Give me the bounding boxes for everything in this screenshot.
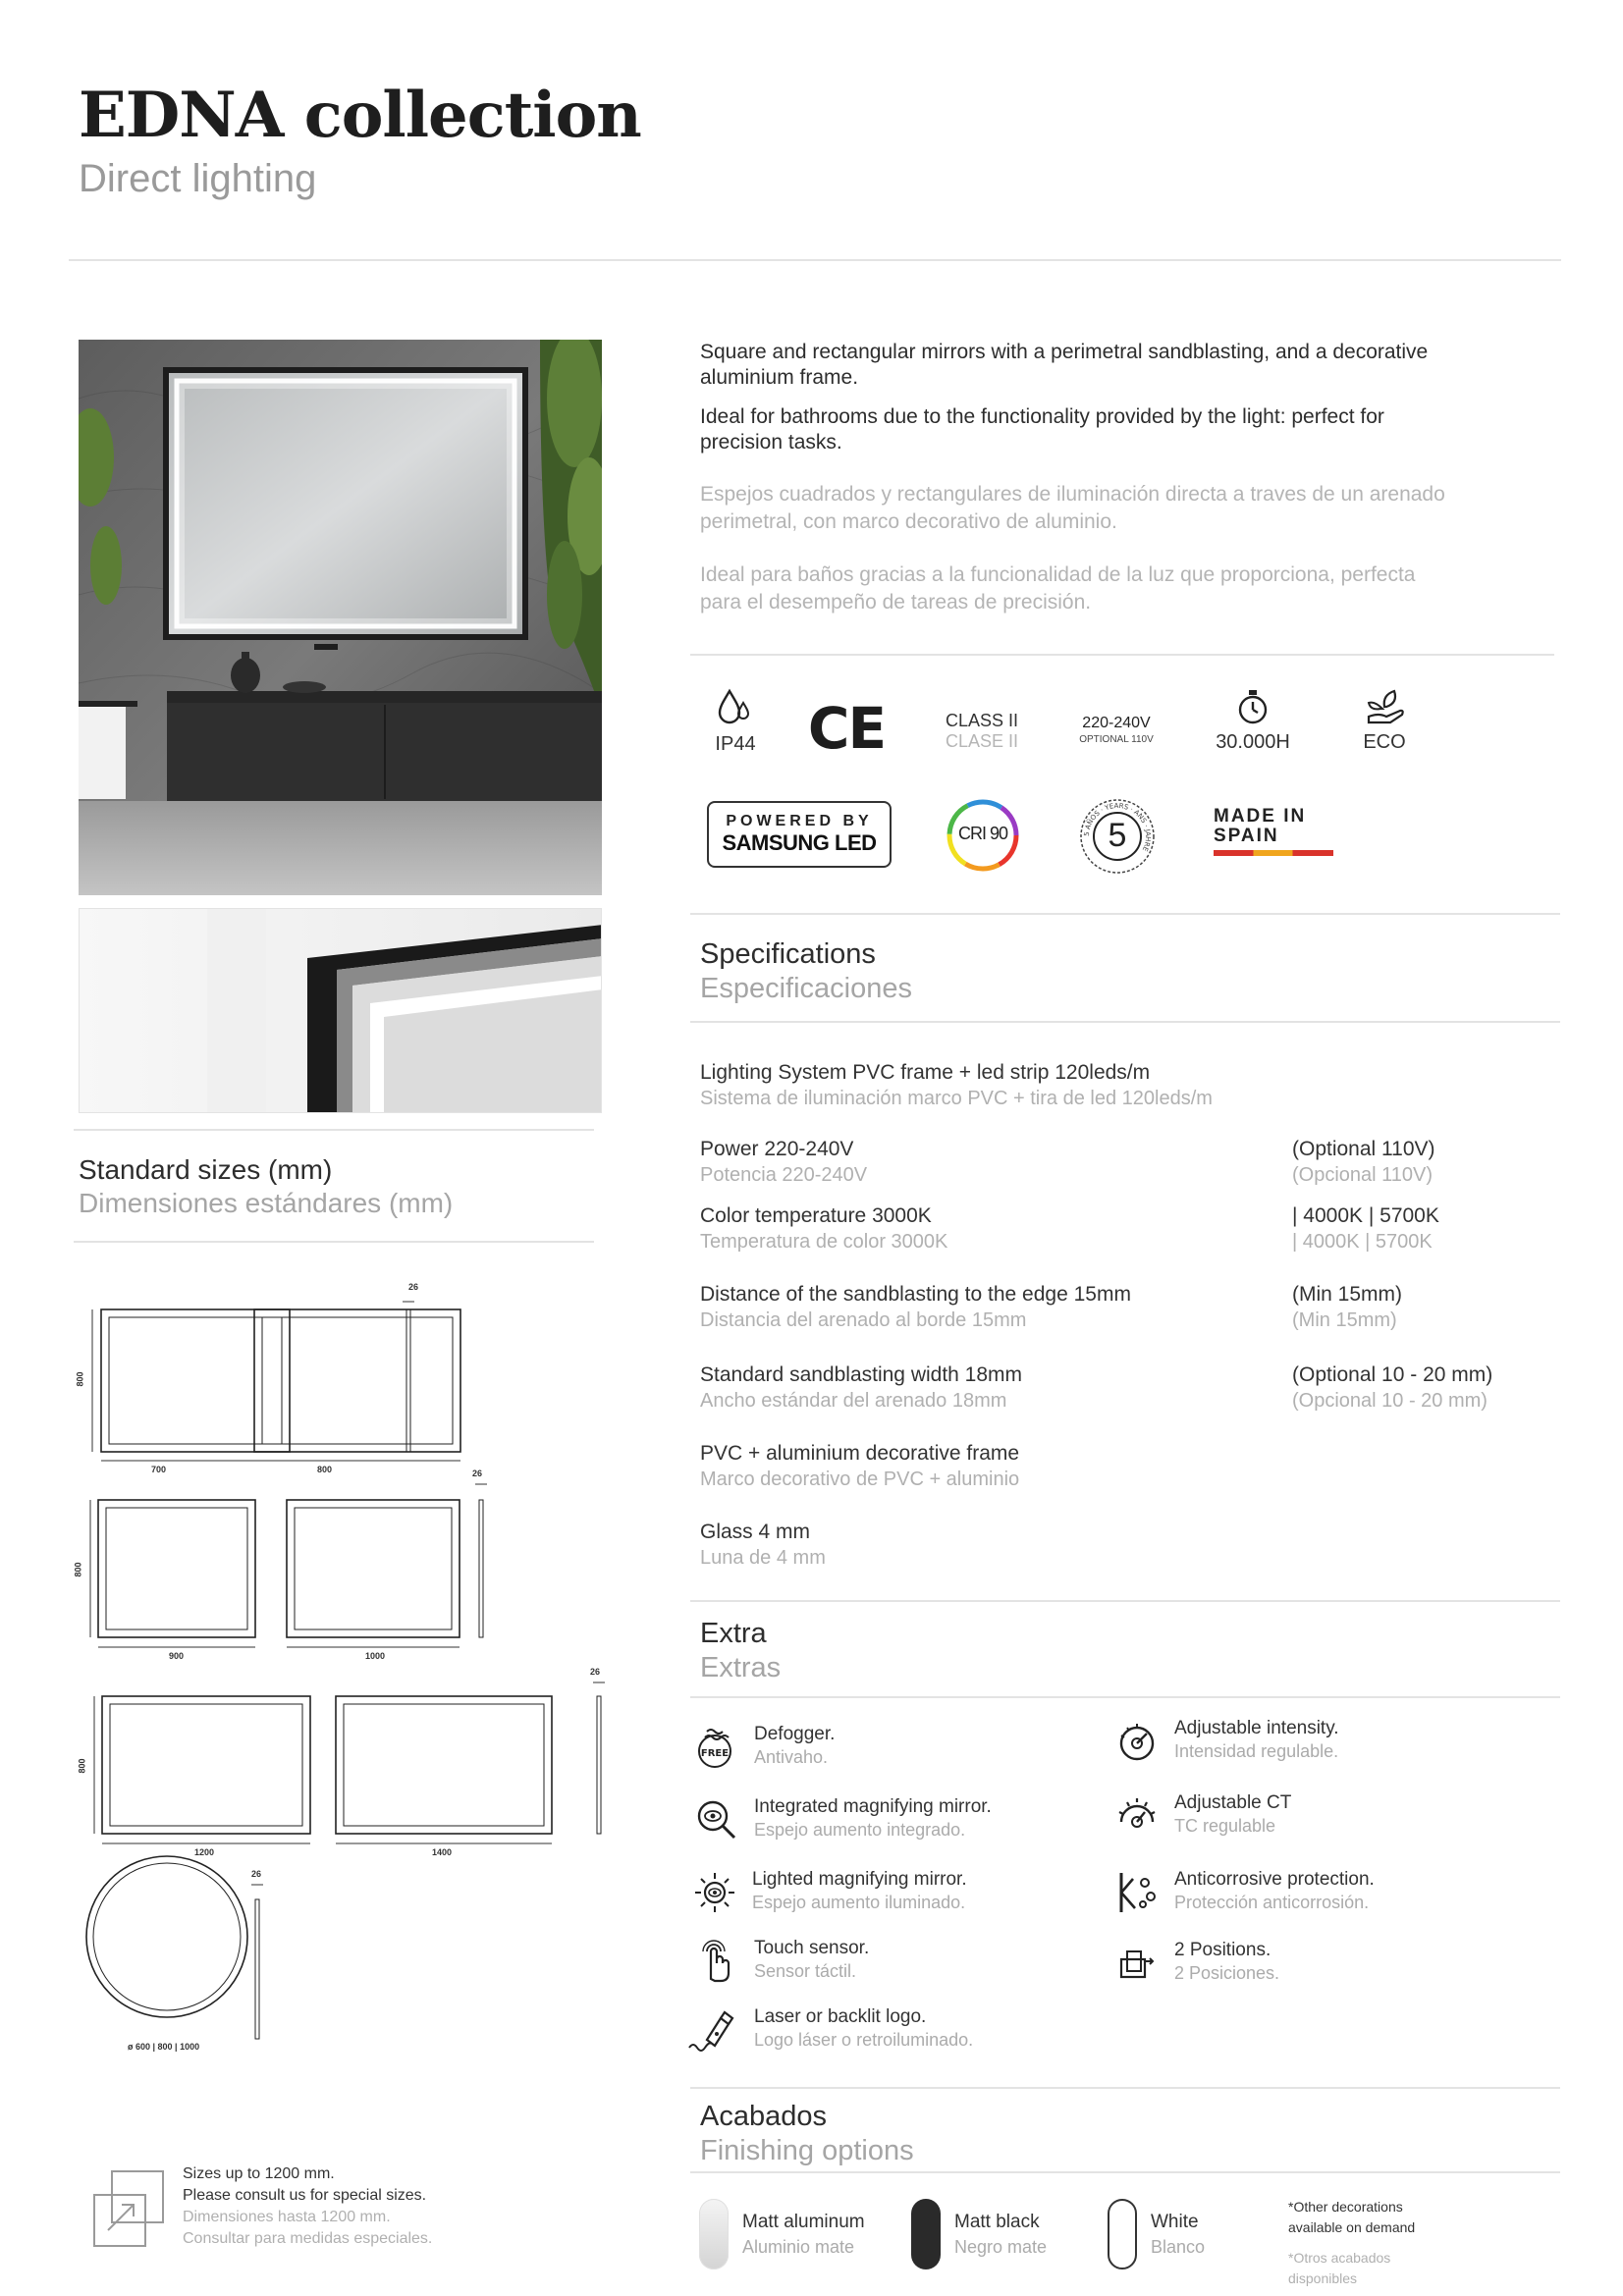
width-label-1400: 1400 (432, 1847, 453, 1857)
header-divider (69, 259, 1561, 261)
width-label-700: 700 (151, 1465, 167, 1474)
ip44-label: IP44 (715, 733, 756, 755)
finish-matt-black (911, 2199, 1047, 2269)
color-temperature-dial-icon (1113, 1792, 1161, 1840)
finishes-divider-bottom (690, 2171, 1560, 2173)
extra-lighted-magnifier-en: Lighted magnifying mirror. (752, 1869, 967, 1890)
voltage-badge (1062, 715, 1170, 745)
description-es-2: Ideal para baños gracias a la funcionalidad de la luz que proporciona, perfecta para el desempeño de tareas de precisión. (700, 563, 1416, 614)
extra-adjustable-intensity-es: Intensidad regulable. (1174, 1741, 1339, 1761)
class-ii-en: CLASS II (945, 711, 1019, 730)
specifications-heading (700, 938, 912, 1005)
spec-width-opt-en: (Optional 10 - 20 mm) (1292, 1363, 1493, 1386)
other-decorations-note (1288, 2197, 1445, 2289)
spec-distance (700, 1282, 1131, 1333)
finish-white-en: White (1151, 2211, 1199, 2232)
lifetime-label: 30.000H (1216, 731, 1290, 753)
depth-label-round: 26 (251, 1869, 262, 1879)
eco-badge (1345, 687, 1424, 754)
spec-width-opt-es: (Opcional 10 - 20 mm) (1292, 1390, 1488, 1412)
extra-defogger (693, 1724, 835, 1771)
depth-label-row3: 26 (590, 1667, 601, 1677)
spec-distance-optional (1292, 1282, 1402, 1333)
extras-divider-top (690, 1600, 1560, 1602)
cri-label: CRI 90 (957, 824, 1008, 843)
special-sizes-note (183, 2163, 432, 2250)
extra-adjustable-ct-es: TC regulable (1174, 1816, 1276, 1836)
spec-frame (700, 1441, 1019, 1492)
finishes-title-es: Acabados (700, 2101, 827, 2132)
spec-power-en: Power 220-240V (700, 1138, 854, 1160)
extra-two-positions (1113, 1940, 1279, 1987)
spec-lighting-es: Sistema de iluminación marco PVC + tira de led 120leds/m (700, 1088, 1213, 1109)
finish-aluminum-es: Aluminio mate (742, 2236, 855, 2257)
extras-divider-bottom (690, 1696, 1560, 1698)
extra-lighted-magnifier-es: Espejo aumento iluminado. (752, 1893, 966, 1912)
spec-frame-en: PVC + aluminium decorative frame (700, 1442, 1020, 1465)
spec-lighting (700, 1060, 1213, 1111)
sizes-note-es-1: Dimensiones hasta 1200 mm. (183, 2209, 391, 2225)
extra-touch-sensor-en: Touch sensor. (754, 1938, 870, 1958)
extra-adjustable-intensity-en: Adjustable intensity. (1174, 1718, 1339, 1738)
spec-color-temp-optional (1292, 1203, 1439, 1255)
water-drops-icon (716, 687, 755, 728)
extra-anticorrosive-en: Anticorrosive protection. (1174, 1869, 1375, 1890)
size-diagrams (69, 1276, 619, 2061)
spain-flag-bar (1214, 850, 1333, 856)
pen-logo-icon (687, 2006, 734, 2054)
height-label-row1: 800 (75, 1371, 85, 1387)
extra-lighted-magnifier (691, 1869, 967, 1916)
extra-defogger-en: Defogger. (754, 1724, 836, 1744)
spec-color-opt-en: | 4000K | 5700K (1292, 1204, 1439, 1227)
sizes-title-en: Standard sizes (mm) (79, 1154, 333, 1185)
specifications-divider (690, 1021, 1560, 1023)
spec-power-es: Potencia 220-240V (700, 1164, 868, 1186)
lighted-magnifier-icon (691, 1869, 738, 1916)
eco-leaf-hand-icon (1361, 687, 1408, 726)
width-label-900: 900 (169, 1651, 185, 1661)
extra-laser-logo-en: Laser or backlit logo. (754, 2006, 927, 2027)
eco-label: ECO (1363, 731, 1406, 753)
finish-white (1108, 2199, 1205, 2269)
made-in-spain-badge (1214, 807, 1351, 856)
finish-white-es: Blanco (1151, 2236, 1206, 2257)
description-es-1: Espejos cuadrados y rectangulares de iluminación directa a traves de un arenado perimetral, con marco decorativo de aluminio. (700, 483, 1445, 533)
specifications-title-es: Especificaciones (700, 973, 912, 1004)
finishes-divider-top (690, 2087, 1560, 2089)
extra-integrated-magnifier-es: Espejo aumento integrado. (754, 1820, 966, 1840)
warranty-ring-text: 5 AÑOS · YEARS · ANS · JAHRE (1082, 801, 1153, 853)
stopwatch-icon (1235, 687, 1271, 726)
ip44-badge (701, 687, 770, 756)
cri90-badge (945, 797, 1021, 874)
lifetime-badge (1204, 687, 1302, 754)
two-positions-icon (1113, 1940, 1161, 1987)
warranty-badge (1078, 797, 1157, 876)
spec-sandblasting-width-optional (1292, 1362, 1492, 1414)
height-label-row2: 800 (73, 1562, 83, 1577)
extra-integrated-magnifier-en: Integrated magnifying mirror. (754, 1796, 992, 1817)
extra-adjustable-intensity (1113, 1718, 1339, 1765)
sizes-divider-bottom (74, 1241, 594, 1243)
depth-label-row1: 26 (408, 1282, 419, 1292)
magnifier-icon (693, 1796, 740, 1843)
spec-color-en: Color temperature 3000K (700, 1204, 932, 1227)
spec-power-optional (1292, 1137, 1435, 1188)
extra-touch-sensor-es: Sensor táctil. (754, 1961, 857, 1981)
extra-touch-sensor (693, 1938, 869, 1985)
extra-integrated-magnifier (693, 1796, 992, 1843)
spec-power-opt-en: (Optional 110V) (1292, 1138, 1435, 1160)
touch-hand-icon (693, 1938, 740, 1985)
finishes-heading (700, 2101, 914, 2167)
spec-glass-en: Glass 4 mm (700, 1521, 811, 1543)
product-photo-bathroom (79, 340, 602, 895)
spec-color-es: Temperatura de color 3000K (700, 1231, 948, 1253)
samsung-led-label: SAMSUNG LED (722, 830, 877, 855)
extra-adjustable-ct (1113, 1792, 1291, 1840)
sizes-title-es: Dimensiones estándares (mm) (79, 1188, 454, 1218)
spec-width-es: Ancho estándar del arenado 18mm (700, 1390, 1007, 1412)
spec-frame-es: Marco decorativo de PVC + aluminio (700, 1468, 1020, 1490)
spec-color-temp (700, 1203, 947, 1255)
made-in-label: MADE IN (1214, 806, 1307, 827)
extras-title-es: Extras (700, 1652, 782, 1683)
extra-defogger-es: Antivaho. (754, 1747, 829, 1767)
spec-power-opt-es: (Opcional 110V) (1292, 1164, 1434, 1186)
finish-black-es: Negro mate (954, 2236, 1048, 2257)
page-subtitle: Direct lighting (79, 157, 317, 200)
extra-two-positions-es: 2 Posiciones. (1174, 1963, 1280, 1983)
sizes-divider-top (74, 1129, 594, 1131)
extra-laser-logo-es: Logo láser o retroiluminado. (754, 2030, 974, 2050)
extra-anticorrosive (1113, 1869, 1375, 1916)
badges-divider (690, 913, 1560, 915)
finish-black-en: Matt black (954, 2211, 1040, 2232)
defogger-icon (693, 1724, 740, 1771)
standard-sizes-heading (79, 1154, 453, 1219)
finish-aluminum-en: Matt aluminum (742, 2211, 865, 2232)
warranty-years: 5 (1108, 817, 1127, 854)
description-en-2: Ideal for bathrooms due to the functionality provided by the light: perfect for precision tasks. (700, 405, 1384, 454)
height-label-row3: 800 (77, 1758, 87, 1774)
depth-label-row2: 26 (472, 1468, 483, 1478)
other-decorations-en: *Other decorations available on demand (1288, 2199, 1416, 2235)
width-label-1200: 1200 (194, 1847, 215, 1857)
product-photo-detail (79, 908, 602, 1113)
extras-heading (700, 1618, 781, 1684)
anticorrosion-icon (1113, 1869, 1161, 1916)
width-label-800: 800 (317, 1465, 333, 1474)
voltage-label: 220-240V (1082, 715, 1151, 731)
spec-lighting-en: Lighting System PVC frame + led strip 120leds/m (700, 1061, 1151, 1084)
spec-width-en: Standard sandblasting width 18mm (700, 1363, 1023, 1386)
spec-distance-opt-es: (Min 15mm) (1292, 1309, 1397, 1331)
spec-glass-es: Luna de 4 mm (700, 1547, 826, 1569)
description-divider (690, 654, 1554, 656)
special-sizes-icon (90, 2169, 169, 2248)
spec-power (700, 1137, 867, 1188)
samsung-powered-by: POWERED BY (726, 813, 873, 829)
class-ii-es: CLASE II (945, 731, 1019, 751)
ce-mark: CE (807, 695, 886, 762)
spec-glass (700, 1520, 826, 1571)
finishes-title-en: Finishing options (700, 2135, 914, 2166)
description-en-1: Square and rectangular mirrors with a perimetral sandblasting, and a decorative aluminium frame. (700, 341, 1429, 389)
defogger-free-label: FREE (700, 1748, 730, 1759)
swatch-white (1108, 2199, 1137, 2269)
other-decorations-es: *Otros acabados disponibles (1288, 2250, 1391, 2286)
product-description (700, 340, 1446, 642)
sizes-note-es-2: Consultar para medidas especiales. (183, 2230, 433, 2247)
specifications-title-en: Specifications (700, 938, 876, 970)
swatch-matt-aluminum (699, 2199, 729, 2269)
extra-adjustable-ct-en: Adjustable CT (1174, 1792, 1292, 1813)
extra-two-positions-en: 2 Positions. (1174, 1940, 1271, 1960)
voltage-optional-label: OPTIONAL 110V (1079, 734, 1154, 745)
spec-distance-opt-en: (Min 15mm) (1292, 1283, 1403, 1306)
dimmer-dial-icon (1113, 1718, 1161, 1765)
finish-matt-aluminum (699, 2199, 865, 2269)
spec-color-opt-es: | 4000K | 5700K (1292, 1231, 1433, 1253)
spain-label: SPAIN (1214, 826, 1279, 846)
sizes-note-en-2: Please consult us for special sizes. (183, 2187, 427, 2204)
spec-distance-en: Distance of the sandblasting to the edge 15mm (700, 1283, 1131, 1306)
swatch-matt-black (911, 2199, 941, 2269)
extra-anticorrosive-es: Protección anticorrosión. (1174, 1893, 1370, 1912)
samsung-led-badge (707, 801, 892, 868)
width-label-1000: 1000 (365, 1651, 386, 1661)
extra-laser-logo (687, 2006, 973, 2054)
round-diameters-label: ø 600 | 800 | 1000 (128, 2042, 200, 2052)
spec-distance-es: Distancia del arenado al borde 15mm (700, 1309, 1027, 1331)
extras-title-en: Extra (700, 1618, 767, 1649)
sizes-note-en-1: Sizes up to 1200 mm. (183, 2165, 335, 2182)
class-ii-badge (933, 711, 1031, 752)
page-title: EDNA collection (79, 79, 641, 152)
spec-sandblasting-width (700, 1362, 1022, 1414)
